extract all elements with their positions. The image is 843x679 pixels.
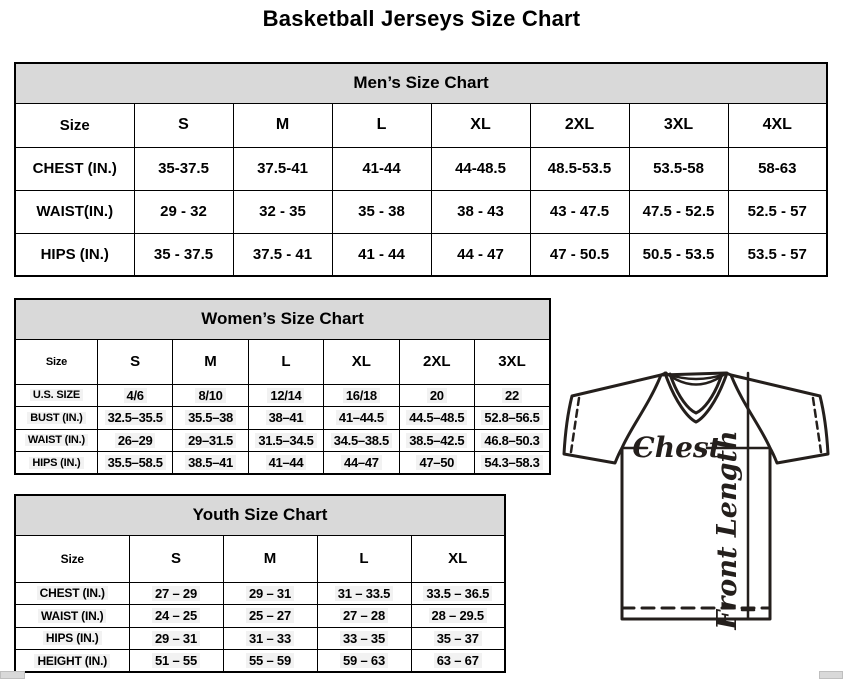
- column-header-text: 4XL: [762, 116, 792, 133]
- size-value-cell: [173, 384, 248, 407]
- table-row: [15, 147, 827, 190]
- table-row: [15, 605, 505, 628]
- table-row: [15, 407, 550, 430]
- size-value-cell-text: 43 - 47.5: [549, 203, 610, 220]
- size-value-cell-text: 25 – 27: [246, 608, 294, 623]
- column-header: [134, 103, 233, 147]
- size-value-cell-text: 41-44: [362, 160, 401, 177]
- size-value-cell-text: 59 – 63: [340, 653, 388, 668]
- size-value-cell-text: 31 – 33.5: [335, 586, 393, 601]
- table-row: [15, 384, 550, 407]
- size-value-cell-text: 31 – 33: [246, 631, 294, 646]
- column-header-text: 2XL: [423, 353, 451, 370]
- jersey-left-cuff-dashed-line: [571, 398, 579, 452]
- size-value-cell-text: 47 - 50.5: [549, 245, 610, 263]
- size-value-cell: [223, 582, 317, 605]
- size-value-cell-text: 33.5 – 36.5: [423, 586, 492, 601]
- row-label: [15, 233, 134, 276]
- column-header-text: 3XL: [498, 353, 526, 370]
- row-label: [15, 627, 129, 650]
- column-header: [431, 103, 530, 147]
- row-label-text: WAIST (IN.): [25, 434, 88, 446]
- size-value-cell-text: 8/10: [195, 388, 225, 403]
- size-value-cell-text: 32.5–35.5: [105, 410, 166, 425]
- size-value-cell: [223, 605, 317, 628]
- size-value-cell: [129, 582, 223, 605]
- size-corner-header: [15, 339, 97, 384]
- size-value-cell: [728, 147, 827, 190]
- size-value-cell: [530, 190, 629, 233]
- size-value-cell: [233, 190, 332, 233]
- row-label: [15, 190, 134, 233]
- size-value-cell: [474, 429, 550, 452]
- size-value-cell-text: 44.5–48.5: [406, 410, 467, 425]
- column-header: [324, 339, 399, 384]
- column-header-text: L: [281, 353, 291, 370]
- table-row: [15, 233, 827, 276]
- size-value-cell-text: 34.5–38.5: [331, 433, 392, 448]
- row-label-text: WAIST(IN.): [36, 203, 114, 220]
- size-value-cell-text: 41–44: [266, 455, 307, 470]
- size-value-cell: [173, 429, 248, 452]
- size-value-cell: [530, 233, 629, 276]
- size-value-cell: [399, 384, 474, 407]
- column-header-text: S: [130, 353, 141, 370]
- size-value-cell-text: 35.5–58.5: [105, 455, 166, 470]
- jersey-right-sleeve: [731, 375, 828, 463]
- size-value-cell-text: 53.5 - 57: [747, 245, 807, 263]
- size-value-cell-text: 53.5-58: [653, 160, 704, 177]
- table-title-text: Men’s Size Chart: [353, 73, 489, 93]
- column-header: [173, 339, 248, 384]
- size-value-cell-text: 24 – 25: [152, 608, 200, 623]
- size-value-cell: [332, 233, 431, 276]
- table-title-text: Women’s Size Chart: [201, 309, 364, 329]
- front-length-label: Front Length: [712, 430, 743, 630]
- row-label-text: U.S. SIZE: [30, 389, 83, 401]
- column-header: [728, 103, 827, 147]
- row-label: [15, 605, 129, 628]
- size-value-cell-text: 51 – 55: [152, 653, 200, 668]
- row-label-text: CHEST (IN.): [37, 586, 108, 600]
- column-header: [129, 535, 223, 582]
- size-value-cell-text: 47–50: [416, 455, 457, 470]
- size-value-cell-text: 29 – 31: [246, 586, 294, 601]
- size-value-cell-text: 50.5 - 53.5: [642, 245, 715, 263]
- size-value-cell: [317, 650, 411, 673]
- size-value-cell-text: 52.8–56.5: [481, 410, 542, 425]
- table-title: [15, 495, 505, 535]
- table-title: [15, 63, 827, 103]
- column-header: [223, 535, 317, 582]
- size-corner-header-text: Size: [60, 551, 84, 566]
- row-label-text: BUST (IN.): [27, 412, 85, 424]
- size-value-cell-text: 44–47: [341, 455, 382, 470]
- size-value-cell-text: 35 – 37: [434, 631, 482, 646]
- page-title: Basketball Jerseys Size Chart: [262, 6, 581, 31]
- row-label-text: WAIST (IN.): [38, 609, 106, 623]
- size-value-cell-text: 48.5-53.5: [547, 160, 612, 177]
- size-value-cell: [728, 233, 827, 276]
- size-value-cell-text: 38–41: [266, 410, 307, 425]
- row-label: [15, 384, 97, 407]
- column-header: [233, 103, 332, 147]
- size-value-cell-text: 32 - 35: [259, 203, 306, 220]
- size-value-cell: [324, 407, 399, 430]
- size-value-cell: [324, 452, 399, 475]
- row-label-text: CHEST (IN.): [32, 160, 117, 177]
- column-header-text: 3XL: [663, 116, 694, 133]
- column-header: [399, 339, 474, 384]
- size-value-cell-text: 33 – 35: [340, 631, 388, 646]
- size-value-cell: [728, 190, 827, 233]
- size-value-cell-text: 47.5 - 52.5: [642, 203, 715, 220]
- size-value-cell: [629, 147, 728, 190]
- column-header-text: XL: [448, 550, 468, 567]
- size-value-cell: [173, 407, 248, 430]
- size-value-cell-text: 27 – 29: [152, 586, 200, 601]
- size-value-cell: [324, 384, 399, 407]
- size-value-cell-text: 26–29: [115, 433, 156, 448]
- table-row: [15, 582, 505, 605]
- womens-size-chart-table: [14, 298, 551, 475]
- row-label: [15, 429, 97, 452]
- column-header: [474, 339, 550, 384]
- row-label-text: HIPS (IN.): [40, 245, 109, 263]
- column-header-text: XL: [470, 116, 491, 133]
- size-value-cell: [97, 384, 172, 407]
- column-header: [317, 535, 411, 582]
- youth-size-chart-table: [14, 494, 506, 673]
- row-label-text: HIPS (IN.): [29, 457, 83, 469]
- column-header: [530, 103, 629, 147]
- column-header: [411, 535, 505, 582]
- table-row: [15, 190, 827, 233]
- size-value-cell-text: 44-48.5: [455, 160, 506, 177]
- row-label: [15, 407, 97, 430]
- size-value-cell: [317, 582, 411, 605]
- size-value-cell: [431, 147, 530, 190]
- size-value-cell: [223, 627, 317, 650]
- size-value-cell: [399, 407, 474, 430]
- size-value-cell-text: 54.3–58.3: [481, 455, 542, 470]
- column-header-text: L: [376, 116, 387, 133]
- size-value-cell: [629, 233, 728, 276]
- size-value-cell-text: 29–31.5: [185, 433, 236, 448]
- size-value-cell: [332, 190, 431, 233]
- size-value-cell-text: 16/18: [343, 388, 380, 403]
- size-value-cell-text: 35.5–38: [185, 410, 236, 425]
- size-value-cell: [332, 147, 431, 190]
- table-row: [15, 429, 550, 452]
- chest-label: Chest: [632, 431, 722, 464]
- jersey-diagram-svg: [558, 360, 840, 632]
- size-corner-header: [15, 103, 134, 147]
- size-value-cell-text: 29 – 31: [152, 631, 200, 646]
- size-value-cell: [129, 650, 223, 673]
- column-header-text: L: [359, 550, 369, 567]
- size-value-cell: [411, 627, 505, 650]
- bottom-right-crop-fragment: [819, 671, 843, 679]
- size-value-cell: [248, 429, 323, 452]
- size-value-cell: [411, 605, 505, 628]
- size-value-cell: [399, 452, 474, 475]
- size-value-cell: [474, 407, 550, 430]
- size-value-cell-text: 28 – 29.5: [429, 608, 487, 623]
- size-value-cell-text: 52.5 - 57: [747, 203, 807, 220]
- size-value-cell-text: 29 - 32: [160, 203, 207, 220]
- size-value-cell: [474, 384, 550, 407]
- column-header: [248, 339, 323, 384]
- column-header-text: S: [178, 116, 189, 133]
- jersey-measurement-diagram: [558, 360, 840, 632]
- size-value-cell: [317, 627, 411, 650]
- size-value-cell-text: 55 – 59: [246, 653, 294, 668]
- column-header-text: M: [263, 550, 277, 567]
- size-value-cell: [97, 452, 172, 475]
- row-label-text: HIPS (IN.): [43, 631, 102, 645]
- column-header-text: 2XL: [564, 116, 595, 133]
- size-value-cell-text: 38.5–42.5: [406, 433, 467, 448]
- size-value-cell-text: 37.5 - 41: [252, 245, 313, 263]
- size-value-cell-text: 35-37.5: [158, 160, 209, 177]
- size-value-cell: [97, 407, 172, 430]
- size-value-cell-text: 4/6: [124, 388, 147, 403]
- table-title-text: Youth Size Chart: [192, 505, 328, 525]
- size-value-cell-text: 63 – 67: [434, 653, 482, 668]
- size-value-cell-text: 12/14: [267, 388, 304, 403]
- size-value-cell-text: 27 – 28: [340, 608, 388, 623]
- column-header-text: S: [170, 550, 181, 567]
- size-value-cell: [129, 605, 223, 628]
- table-row: [15, 650, 505, 673]
- size-value-cell-text: 20: [427, 388, 447, 403]
- column-header: [332, 103, 431, 147]
- jersey-right-cuff-dashed-line: [813, 398, 821, 452]
- column-header: [629, 103, 728, 147]
- size-value-cell: [474, 452, 550, 475]
- row-label-text: HEIGHT (IN.): [34, 654, 110, 668]
- size-value-cell-text: 46.8–50.3: [481, 433, 542, 448]
- size-value-cell: [223, 650, 317, 673]
- jersey-collar-outer-v: [665, 373, 727, 422]
- size-value-cell: [399, 429, 474, 452]
- table-title: [15, 299, 550, 339]
- size-value-cell: [134, 190, 233, 233]
- size-corner-header-text: Size: [59, 116, 90, 134]
- size-value-cell: [97, 429, 172, 452]
- size-value-cell: [173, 452, 248, 475]
- size-value-cell-text: 35 - 37.5: [153, 245, 214, 263]
- size-value-cell-text: 31.5–34.5: [255, 433, 316, 448]
- column-header-text: M: [204, 353, 217, 370]
- row-label: [15, 147, 134, 190]
- size-value-cell-text: 38 - 43: [457, 203, 504, 220]
- row-label: [15, 650, 129, 673]
- size-value-cell: [431, 233, 530, 276]
- column-header: [97, 339, 172, 384]
- size-value-cell: [411, 650, 505, 673]
- table-row: [15, 627, 505, 650]
- size-value-cell-text: 22: [502, 388, 522, 403]
- size-corner-header-text: Size: [45, 355, 68, 368]
- column-header-text: XL: [351, 353, 371, 370]
- size-value-cell: [134, 233, 233, 276]
- size-value-cell-text: 41 - 44: [358, 245, 405, 263]
- row-label: [15, 452, 97, 475]
- size-value-cell: [233, 147, 332, 190]
- size-value-cell-text: 35 - 38: [358, 203, 405, 220]
- size-value-cell: [134, 147, 233, 190]
- size-value-cell-text: 58-63: [758, 160, 797, 177]
- size-value-cell-text: 38.5–41: [185, 455, 236, 470]
- size-value-cell: [317, 605, 411, 628]
- size-value-cell: [248, 384, 323, 407]
- mens-size-chart-table: [14, 62, 828, 277]
- size-value-cell: [233, 233, 332, 276]
- row-label: [15, 582, 129, 605]
- size-value-cell-text: 44 - 47: [457, 245, 504, 263]
- size-value-cell: [530, 147, 629, 190]
- size-value-cell: [248, 452, 323, 475]
- size-value-cell-text: 37.5-41: [257, 160, 308, 177]
- size-value-cell-text: 41–44.5: [336, 410, 387, 425]
- size-value-cell: [411, 582, 505, 605]
- size-value-cell: [129, 627, 223, 650]
- column-header-text: M: [275, 116, 290, 133]
- size-value-cell: [629, 190, 728, 233]
- size-corner-header: [15, 535, 129, 582]
- size-value-cell: [324, 429, 399, 452]
- size-value-cell: [431, 190, 530, 233]
- bottom-left-crop-fragment: [0, 671, 25, 679]
- table-row: [15, 452, 550, 475]
- size-value-cell: [248, 407, 323, 430]
